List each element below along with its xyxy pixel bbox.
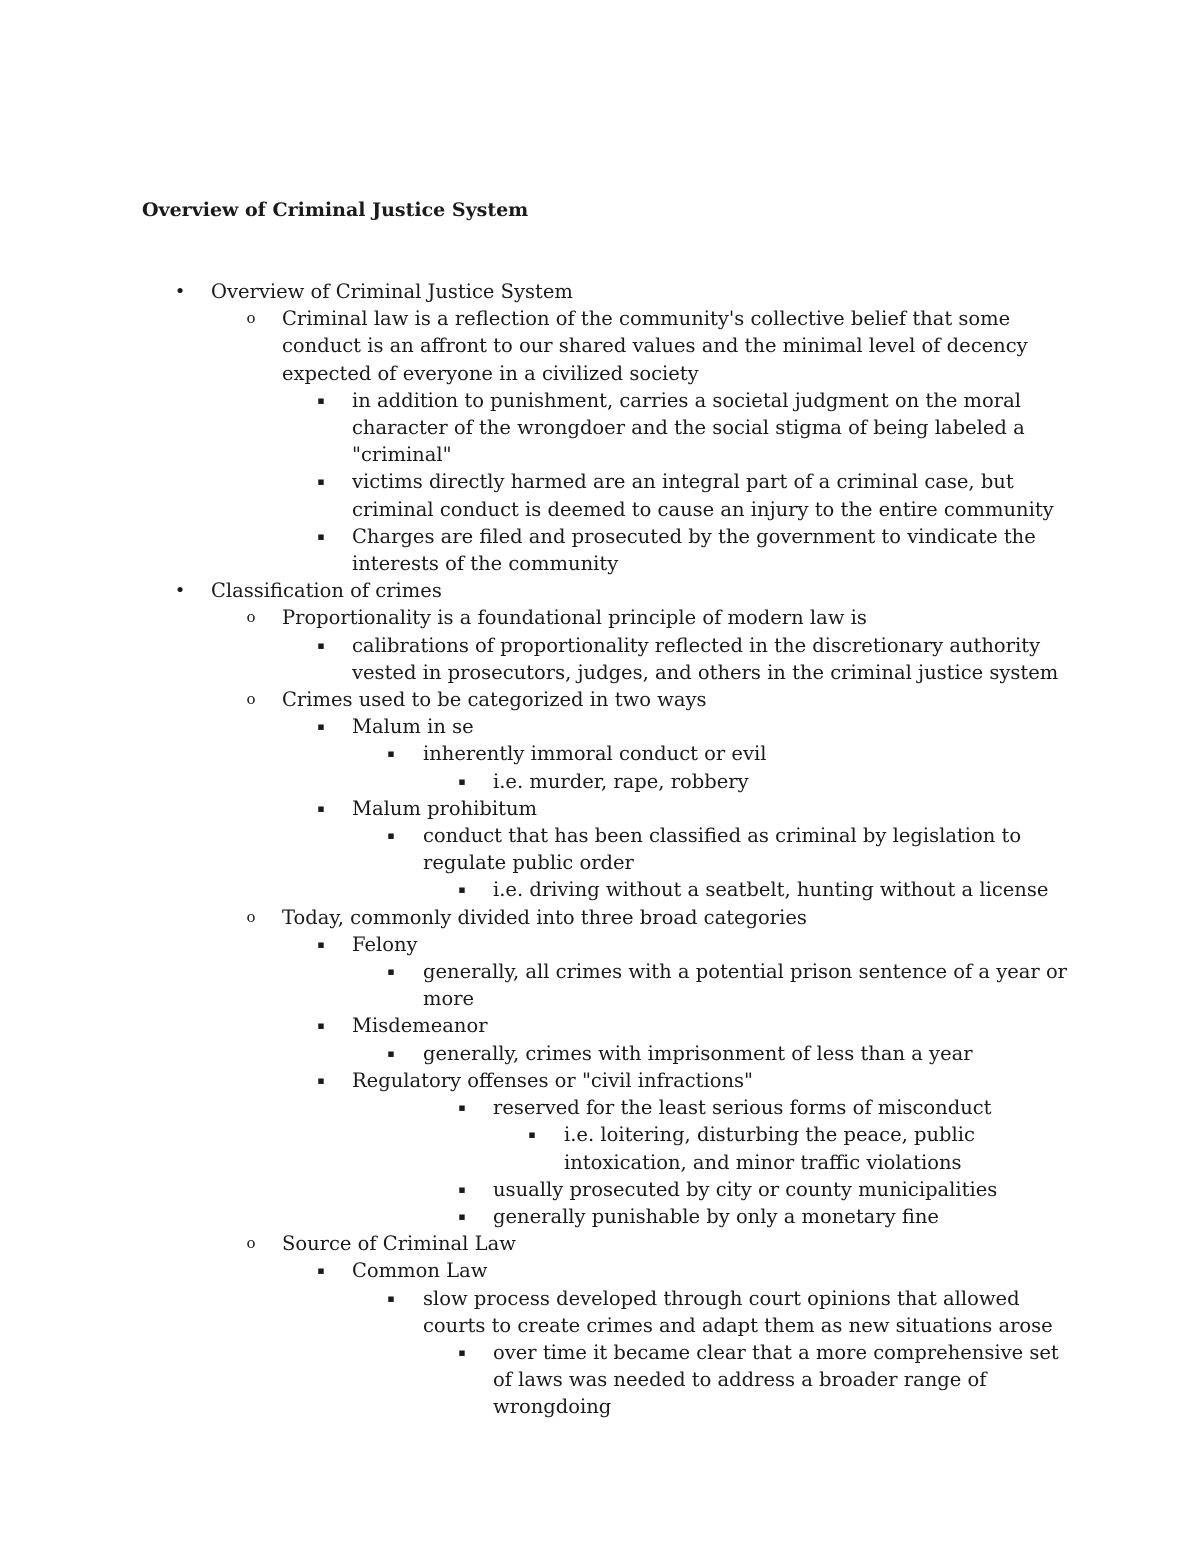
outline-item-text: Crimes used to be categorized in two ways bbox=[282, 688, 707, 712]
outline-item bbox=[0, 1257, 1200, 1284]
outline-item bbox=[0, 1094, 1200, 1121]
outline-item-text: generally punishable by only a monetary fine bbox=[493, 1204, 939, 1228]
outline-item-text: Source of Criminal Law bbox=[282, 1232, 516, 1256]
outline-item bbox=[0, 795, 1200, 822]
outline-item-text: usually prosecuted by city or county municipalities bbox=[493, 1177, 998, 1201]
outline-item-text: inherently immoral conduct or evil bbox=[423, 742, 767, 766]
outline-item bbox=[0, 1012, 1200, 1039]
square-bullet-icon: ▪ bbox=[387, 747, 395, 761]
square-bullet-icon: ▪ bbox=[458, 1345, 466, 1359]
outline-item-text: Classification of crimes bbox=[211, 579, 442, 603]
outline-item-text: Today, commonly divided into three broad categories bbox=[282, 905, 807, 929]
outline-item bbox=[0, 523, 1200, 577]
square-bullet-icon: ▪ bbox=[458, 774, 466, 788]
outline-item bbox=[0, 713, 1200, 740]
outline-item bbox=[0, 876, 1200, 903]
outline-item-text: Felony bbox=[352, 932, 418, 956]
outline-item-text: Misdemeanor bbox=[352, 1014, 488, 1038]
square-bullet-icon: ▪ bbox=[317, 1073, 325, 1087]
outline-item-text: Proportionality is a foundational principle of modern law is bbox=[282, 606, 867, 630]
outline-item-text: victims directly harmed are an integral part of a criminal case, but criminal conduct is deemed to cause an injury to the entire community bbox=[352, 470, 1054, 521]
outline-item bbox=[0, 604, 1200, 631]
outline-item bbox=[0, 904, 1200, 931]
outline-item bbox=[0, 686, 1200, 713]
outline-item bbox=[0, 768, 1200, 795]
square-bullet-icon: ▪ bbox=[317, 1264, 325, 1278]
square-bullet-icon: ▪ bbox=[458, 1209, 466, 1223]
square-bullet-icon: ▪ bbox=[528, 1128, 536, 1142]
square-bullet-icon: ▪ bbox=[387, 1291, 395, 1305]
outline-item-text: generally, crimes with imprisonment of less than a year bbox=[423, 1041, 973, 1065]
outline-item-text: Criminal law is a reflection of the community's collective belief that some conduct is an affront to our shared values and the minimal level of decency expected of everyone in a civilized society bbox=[282, 307, 1028, 385]
square-bullet-icon: ▪ bbox=[317, 801, 325, 815]
outline-item-text: i.e. loitering, disturbing the peace, public intoxication, and minor traffic violations bbox=[564, 1123, 975, 1174]
outline-item bbox=[0, 1067, 1200, 1094]
outline-item bbox=[0, 305, 1200, 387]
outline-item-text: Malum in se bbox=[352, 715, 474, 739]
outline-item-text: reserved for the least serious forms of misconduct bbox=[493, 1096, 992, 1120]
outline-item bbox=[0, 577, 1200, 604]
outline-item bbox=[0, 822, 1200, 876]
outline-item-text: i.e. driving without a seatbelt, hunting without a license bbox=[493, 878, 1049, 902]
square-bullet-icon: ▪ bbox=[387, 1046, 395, 1060]
outline-item-text: in addition to punishment, carries a societal judgment on the moral character of the wrongdoer and the social stigma of being labeled a "criminal" bbox=[352, 388, 1025, 467]
outline-list bbox=[0, 278, 1200, 1421]
outline-item-text: Overview of Criminal Justice System bbox=[211, 280, 573, 303]
circle-bullet-icon: o bbox=[246, 608, 256, 627]
square-bullet-icon: ▪ bbox=[317, 393, 325, 407]
square-bullet-icon: ▪ bbox=[317, 720, 325, 734]
square-bullet-icon: ▪ bbox=[387, 965, 395, 979]
outline-item bbox=[0, 1203, 1200, 1230]
square-bullet-icon: ▪ bbox=[317, 638, 325, 652]
outline-item bbox=[0, 1285, 1200, 1339]
outline-item bbox=[0, 740, 1200, 767]
outline-item-text: Charges are filed and prosecuted by the government to vindicate the interests of the community bbox=[352, 524, 1036, 576]
outline-item bbox=[0, 931, 1200, 958]
square-bullet-icon: ▪ bbox=[458, 1101, 466, 1115]
outline-item bbox=[0, 1176, 1200, 1203]
outline-item-text: slow process developed through court opinions that allowed courts to create crimes and adapt them as new situations arose bbox=[423, 1286, 1053, 1337]
outline-item bbox=[0, 632, 1200, 686]
outline-item-text: conduct that has been classified as criminal by legislation to regulate public order bbox=[423, 824, 1022, 875]
circle-bullet-icon: o bbox=[246, 309, 256, 328]
outline-item bbox=[0, 1230, 1200, 1257]
disc-bullet-icon: • bbox=[174, 580, 186, 602]
outline-item-text: calibrations of proportionality reflected in the discretionary authority vested in prosecutors, judges, and others in the criminal justice system bbox=[352, 633, 1059, 684]
circle-bullet-icon: o bbox=[246, 690, 256, 709]
outline-item bbox=[0, 1339, 1200, 1421]
outline-item bbox=[0, 1040, 1200, 1067]
outline-item-text: i.e. murder, rape, robbery bbox=[493, 769, 749, 793]
disc-bullet-icon: • bbox=[174, 281, 186, 302]
square-bullet-icon: ▪ bbox=[317, 1019, 325, 1033]
outline-item-text: generally, all crimes with a potential prison sentence of a year or more bbox=[423, 960, 1068, 1011]
outline-item bbox=[0, 1121, 1200, 1175]
square-bullet-icon: ▪ bbox=[458, 1182, 466, 1196]
square-bullet-icon: ▪ bbox=[317, 937, 325, 951]
outline-item-text: over time it became clear that a more comprehensive set of laws was needed to address a broader range of wrongdoing bbox=[493, 1340, 1059, 1419]
circle-bullet-icon: o bbox=[246, 907, 256, 926]
outline-item-text: Regulatory offenses or "civil infractions" bbox=[352, 1068, 753, 1092]
circle-bullet-icon: o bbox=[246, 1234, 256, 1253]
outline-item bbox=[0, 468, 1200, 522]
square-bullet-icon: ▪ bbox=[387, 829, 395, 843]
page-title: Overview of Criminal Justice System bbox=[142, 199, 529, 221]
square-bullet-icon: ▪ bbox=[317, 529, 325, 543]
outline-item bbox=[0, 278, 1200, 305]
outline-item bbox=[0, 958, 1200, 1012]
square-bullet-icon: ▪ bbox=[458, 883, 466, 897]
square-bullet-icon: ▪ bbox=[317, 475, 325, 489]
outline-item-text: Malum prohibitum bbox=[352, 796, 538, 820]
outline-item bbox=[0, 387, 1200, 469]
outline-item-text: Common Law bbox=[352, 1259, 488, 1283]
